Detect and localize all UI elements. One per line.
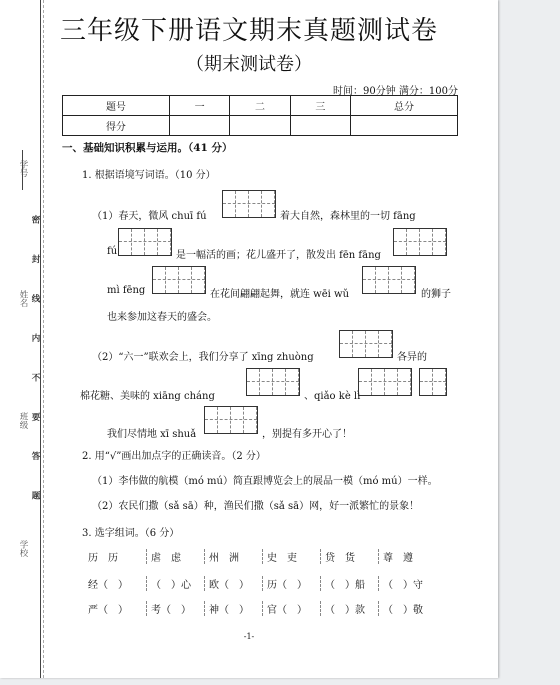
answer-grid[interactable] [222, 190, 276, 218]
header-cell: 二 [230, 96, 290, 116]
q3-row [88, 576, 436, 591]
answer-grid[interactable] [204, 406, 258, 434]
q1-title: 1. 根据语境写词语。（10 分） [82, 170, 216, 181]
q3-blank[interactable]: 历（ ） [262, 576, 320, 591]
q1-p2-line2a: 棉花糖、美味的 xiāng cháng [80, 391, 215, 402]
section1-heading: 一、基础知识积累与运用。（41 分） [62, 142, 233, 154]
q3-blank[interactable]: 神（ ） [204, 601, 262, 616]
answer-grid[interactable] [393, 228, 447, 256]
q1-p1-line4: 也来参加这春天的盛会。 [107, 312, 217, 323]
answer-grid[interactable] [339, 330, 393, 358]
school-label: 学校 [18, 540, 28, 557]
q3-blank[interactable]: （ ）心 [146, 576, 204, 591]
name-label: 姓名 [18, 290, 28, 307]
score-cell[interactable] [290, 116, 350, 136]
q1-p1-line3c: 的狮子 [421, 289, 451, 300]
q1-p2-line1b: 各异的 [397, 352, 427, 363]
answer-grid[interactable] [419, 368, 447, 396]
q3-blank[interactable]: （ ）款 [320, 601, 378, 616]
q3-char-pair: 贷 货 [320, 549, 378, 564]
header-cell: 总分 [351, 96, 458, 116]
class-label: 班级 [18, 412, 28, 429]
q1-p1-line2b: 是一幅活的画；花儿盛开了，散发出 fēn fāng [176, 250, 381, 261]
q2-title: 2. 用“√”画出加点字的正确读音。（2 分） [82, 451, 266, 462]
q3-blank[interactable]: （ ）敬 [378, 601, 436, 616]
q2-line2: （2）农民们撒（sǎ sā）种，渔民们撒（sǎ sā）网，好一派繁忙的景象！ [92, 501, 420, 512]
score-table-row [63, 116, 458, 136]
q1-p1-line2a: fú [107, 246, 118, 257]
q2-line1: （1）李伟做的航模（mó mú）简直跟博览会上的展品一模（mó mú）一样。 [92, 476, 438, 487]
q3-blank[interactable]: （ ）船 [320, 576, 378, 591]
header-cell: 一 [169, 96, 229, 116]
score-cell[interactable] [230, 116, 290, 136]
q3-blank[interactable]: 官（ ） [262, 601, 320, 616]
answer-grid[interactable] [152, 266, 206, 294]
q3-blank[interactable]: （ ）守 [378, 576, 436, 591]
row-label: 得分 [63, 116, 170, 136]
q3-char-pair: 历 历 [88, 553, 118, 564]
q3-char-pair: 虐 虑 [146, 549, 204, 564]
score-table [62, 95, 458, 136]
q3-blank[interactable]: 考（ ） [146, 601, 204, 616]
exam-meta: 时间：90分钟 满分：100分 [333, 86, 458, 97]
q3-char-pair: 尊 遵 [378, 549, 436, 564]
q1-p2-line1a: （2）“六一”联欢会上，我们分享了 xīng zhuòng [92, 352, 314, 363]
q1-p1-line3b: 在花间翩翩起舞，就连 wēi wǔ [210, 289, 350, 300]
answer-grid[interactable] [246, 368, 300, 396]
q1-p2-line2b: 、qiǎo kè lì [304, 391, 361, 402]
page-number: -1- [243, 632, 255, 641]
q3-char-pair: 州 洲 [204, 549, 262, 564]
q1-p2-line3b: ，别提有多开心了！ [262, 429, 352, 440]
exam-subtitle: （期末测试卷） [186, 54, 312, 75]
answer-grid[interactable] [358, 368, 412, 396]
q3-char-pair: 史 吏 [262, 549, 320, 564]
score-cell[interactable] [169, 116, 229, 136]
header-cell: 题号 [63, 96, 170, 116]
header-cell: 三 [290, 96, 350, 116]
score-cell[interactable] [351, 116, 458, 136]
q1-p1-line3a: mì fēng [107, 285, 146, 296]
seal-dashed-line [43, 0, 44, 678]
answer-grid[interactable] [362, 266, 416, 294]
q1-p1-line1b: 着大自然，森林里的一切 fāng [280, 211, 416, 222]
seal-line-text: 密 封 线 内 不 要 答 题 [30, 215, 40, 514]
exam-title: 三年级下册语文期末真题测试卷 [59, 16, 438, 46]
q3-title: 3. 选字组词。（6 分） [82, 528, 180, 539]
q1-p2-line3a: 我们尽情地 xī shuǎ [107, 429, 197, 440]
student-id-label: 学号 [18, 160, 28, 177]
q3-row [88, 549, 436, 564]
q3-blank[interactable]: 欧（ ） [204, 576, 262, 591]
score-table-header [63, 96, 458, 116]
q3-row [88, 601, 436, 616]
q1-p1-line1a: （1）春天，微风 chuī fú [92, 211, 207, 222]
q3-blank[interactable]: 严（ ） [88, 605, 128, 616]
answer-grid[interactable] [118, 228, 172, 256]
q3-blank[interactable]: 经（ ） [88, 580, 128, 591]
